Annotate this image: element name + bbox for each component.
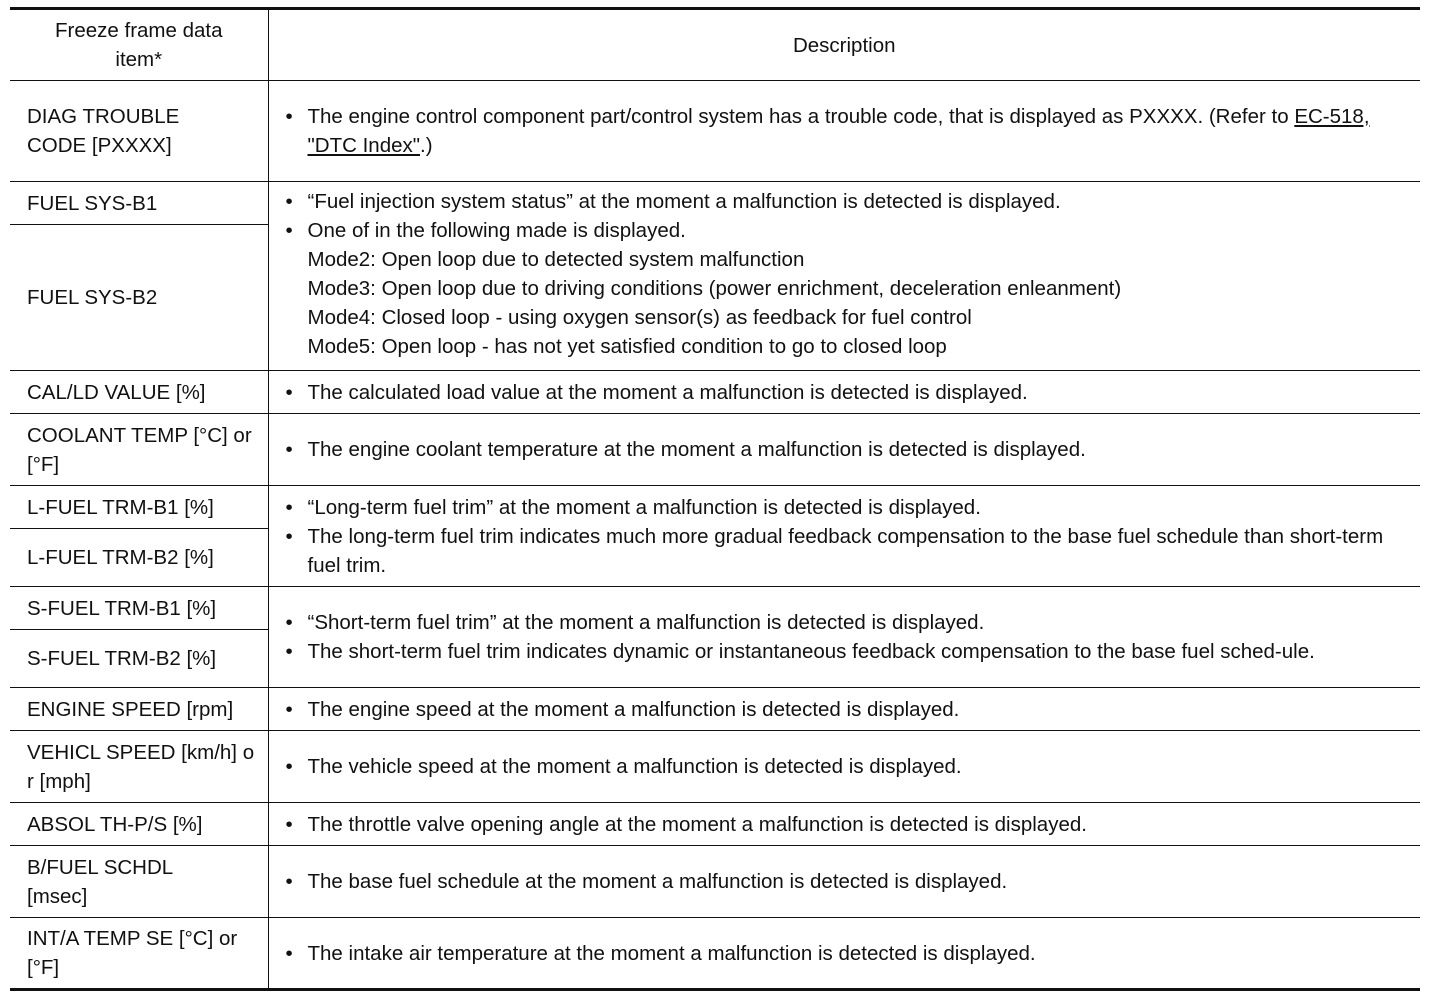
item-cell [10, 81, 268, 182]
item-column-header [10, 9, 268, 81]
item-column-header-text: Freeze frame data item* [55, 19, 223, 71]
bullet-item: • The calculated load value at the moment a malfunction is detected is displayed. [286, 378, 1411, 407]
bullet-item: • The vehicle speed at the moment a malfunction is detected is displayed. [286, 752, 1411, 781]
description-cell [268, 182, 1420, 371]
bullet-item: • The long-term fuel trim indicates much more gradual feedback compensation to the base fuel schedule than short-term fuel trim. [286, 522, 1411, 580]
item-label: S-FUEL TRM-B2 [%] [27, 647, 217, 670]
item-label: FUEL SYS-B1 [27, 191, 158, 215]
item-label: S-FUEL TRM-B1 [%] [27, 596, 217, 620]
description-cell [268, 414, 1420, 486]
bullet-item: • The base fuel schedule at the moment a malfunction is detected is displayed. [286, 867, 1411, 896]
item-cell [10, 630, 268, 688]
bullet-item: • “Long-term fuel trim” at the moment a malfunction is detected is displayed. [286, 493, 1411, 522]
item-cell [10, 371, 268, 414]
table-header-row [10, 9, 1420, 81]
bullet-item [286, 102, 1411, 160]
bullet-text: One of in the following made is displayed. [307, 219, 686, 242]
table-row [10, 688, 1420, 731]
bullet-item [286, 216, 1411, 361]
item-label: VEHICL SPEED [km/h] or [mph] [27, 740, 255, 793]
mode-list [308, 245, 1411, 361]
description-cell [268, 846, 1420, 918]
description-cell [268, 81, 1420, 182]
description-cell [268, 803, 1420, 846]
table-row [10, 846, 1420, 918]
description-cell [268, 587, 1420, 688]
table-row [10, 803, 1420, 846]
bullet-item: • “Fuel injection system status” at the moment a malfunction is detected is displayed. [286, 187, 1411, 216]
item-cell [10, 225, 268, 371]
description-cell [268, 731, 1420, 803]
bullet-item: • The intake air temperature at the moment a malfunction is detected is displayed. [286, 939, 1411, 968]
bullet-text: The engine control component part/control system has a trouble code, that is displayed as PXXXX. (Refer to [307, 105, 1295, 128]
mode-line: Mode2: Open loop due to detected system malfunction [307, 248, 805, 271]
document-page [10, 7, 1420, 991]
table-row [10, 414, 1420, 486]
dtc-index-link[interactable]: EC-518, "DTC Index" [307, 105, 1370, 157]
table-row [10, 587, 1420, 630]
item-label: FUEL SYS-B2 [27, 286, 158, 309]
description-cell [268, 688, 1420, 731]
table-row [10, 486, 1420, 529]
bullet-item: • “Short-term fuel trim” at the moment a malfunction is detected is displayed. [286, 608, 1411, 637]
mode-line: Mode4: Closed loop - using oxygen sensor(s) as feedback for fuel control [307, 306, 972, 329]
description-cell [268, 486, 1420, 587]
table-row [10, 371, 1420, 414]
item-cell [10, 182, 268, 225]
item-label: L-FUEL TRM-B1 [%] [27, 495, 214, 519]
item-label: B/FUEL SCHDL [msec] [27, 855, 173, 908]
item-cell [10, 918, 268, 990]
bullet-item: • The throttle valve opening angle at the moment a malfunction is detected is displayed. [286, 810, 1411, 839]
item-cell [10, 731, 268, 803]
description-cell [268, 371, 1420, 414]
table-row [10, 182, 1420, 225]
item-cell [10, 803, 268, 846]
item-cell [10, 688, 268, 731]
item-cell [10, 486, 268, 529]
freeze-frame-data-table [10, 7, 1420, 991]
bullet-item: • The short-term fuel trim indicates dynamic or instantaneous feedback compensation to the base fuel sched-ule. [286, 637, 1411, 666]
table-row [10, 918, 1420, 990]
item-cell [10, 846, 268, 918]
bullet-item: • The engine speed at the moment a malfunction is detected is displayed. [286, 695, 1411, 724]
item-label: COOLANT TEMP [°C] or [°F] [27, 423, 252, 476]
item-label: INT/A TEMP SE [°C] or [°F] [27, 927, 238, 979]
mode-line: Mode5: Open loop - has not yet satisfied condition to go to closed loop [307, 335, 947, 358]
item-label: DIAG TROUBLE CODE [PXXXX] [27, 105, 180, 157]
bullet-text: .) [420, 134, 433, 157]
table-row [10, 731, 1420, 803]
table-row [10, 81, 1420, 182]
item-label: ABSOL TH-P/S [%] [27, 812, 203, 836]
description-column-header: Description [268, 9, 1420, 81]
mode-line: Mode3: Open loop due to driving conditions (power enrichment, deceleration enleanment) [307, 277, 1122, 300]
item-cell [10, 529, 268, 587]
item-cell [10, 414, 268, 486]
description-cell [268, 918, 1420, 990]
item-cell [10, 587, 268, 630]
item-label: CAL/LD VALUE [%] [27, 380, 206, 404]
bullet-item: • The engine coolant temperature at the moment a malfunction is detected is displayed. [286, 435, 1411, 464]
item-label: ENGINE SPEED [rpm] [27, 697, 234, 721]
item-label: L-FUEL TRM-B2 [%] [27, 546, 214, 569]
